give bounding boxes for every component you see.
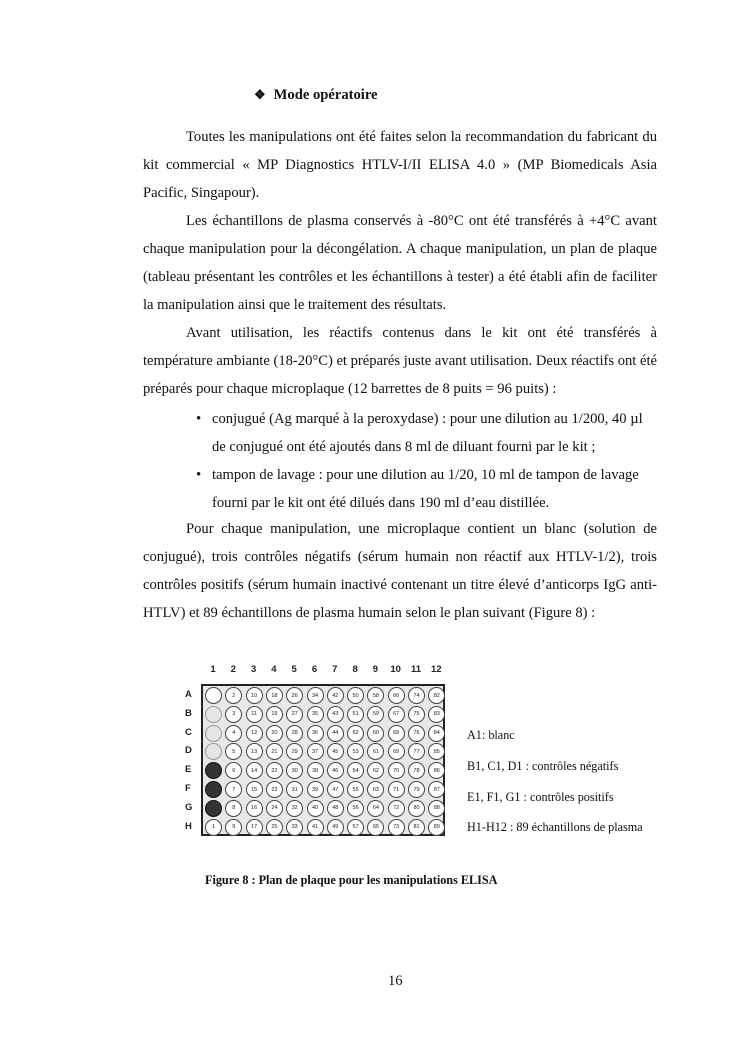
plate-well: 76	[408, 725, 425, 742]
plate-well: 46	[327, 762, 344, 779]
plate-well: 19	[266, 706, 283, 723]
plate-well: 21	[266, 743, 283, 760]
plate-well: 55	[347, 781, 364, 798]
plate-well: 57	[347, 819, 364, 836]
plate-well: 39	[307, 781, 324, 798]
plate-well	[205, 706, 222, 723]
plate-well: 61	[367, 743, 384, 760]
plate-well: 85	[428, 743, 445, 760]
plate-well: 27	[286, 706, 303, 723]
paragraph-4: Pour chaque manipulation, une microplaque contient un blanc (solution de conjugué), trois contrôles négatifs (sérum humain non réactif aux HTLV-1/2), trois contrôles positifs (sérum humain inactivé contenant un titre élevé d’anticorps IgG anti-HTLV) et 89 échantillons de plasma humain selon le plan suivant (Figure 8) :	[143, 521, 657, 621]
plate-well	[205, 781, 222, 798]
plate-well	[205, 762, 222, 779]
section-heading-text: Mode opératoire	[273, 87, 378, 103]
plate-well: 2	[225, 687, 242, 704]
plate-well: 25	[266, 819, 283, 836]
plate-row-label: E	[185, 764, 192, 776]
plate-well: 42	[327, 687, 344, 704]
plate-well: 73	[388, 819, 405, 836]
plate-row-label: F	[185, 783, 191, 794]
plate-column-label: 1	[210, 664, 216, 675]
plate-well: 14	[246, 762, 263, 779]
plate-well: 13	[246, 743, 263, 760]
plate-well: 8	[225, 800, 242, 817]
plate-well: 49	[327, 819, 344, 836]
plate-well: 48	[327, 800, 344, 817]
plate-well	[205, 687, 222, 704]
plate-well: 6	[225, 762, 242, 779]
plate-column-label: 11	[410, 664, 422, 675]
plate-well: 47	[327, 781, 344, 798]
plate-well: 11	[246, 706, 263, 723]
plate-row-label: G	[185, 801, 193, 813]
plate-well: 20	[266, 725, 283, 742]
plate-well: 83	[428, 706, 445, 723]
plate-well: 78	[408, 762, 425, 779]
plate-row-label: A	[185, 689, 192, 700]
plate-column-label: 5	[291, 664, 297, 675]
plate-well: 67	[388, 706, 405, 723]
paragraph-3: Avant utilisation, les réactifs contenus dans le kit ont été transférés à température ambiante (18-20°C) et préparés juste avant utilisation. Deux réactifs ont été préparés pour chaque microplaque (12 barrettes de 8 puits = 96 puits) :	[143, 325, 657, 397]
plate-well: 1	[205, 819, 222, 836]
plate-well: 4	[225, 725, 242, 742]
plate-well: 89	[428, 819, 445, 836]
plate-well: 53	[347, 743, 364, 760]
list-item	[186, 405, 658, 461]
plate-well: 88	[428, 800, 445, 817]
plate-well: 63	[367, 781, 384, 798]
plate-row-label: C	[185, 726, 192, 738]
plate-well: 18	[266, 687, 283, 704]
plate-diagram	[180, 662, 450, 842]
plate-well: 5	[225, 743, 242, 760]
legend-positive-controls: E1, F1, G1 : contrôles positifs	[467, 790, 614, 804]
plate-column-label: 9	[372, 664, 379, 675]
plate-well: 70	[388, 762, 405, 779]
legend-negative-controls: B1, C1, D1 : contrôles négatifs	[467, 759, 619, 773]
plate-well: 74	[408, 687, 425, 704]
plate-well: 80	[408, 800, 425, 817]
paragraph-1: Toutes les manipulations ont été faites selon la recommandation du fabricant du kit commercial « MP Diagnostics HTLV-I/II ELISA 4.0 » (MP Biomedicals Asia Pacific, Singapour).	[143, 129, 657, 201]
plate-well: 9	[225, 819, 242, 836]
plate-row-label: D	[185, 745, 192, 757]
plate-well: 64	[367, 800, 384, 817]
bullet-icon: •	[196, 411, 202, 427]
plate-well: 65	[367, 819, 384, 836]
plate-well: 41	[307, 819, 324, 836]
plate-well: 81	[408, 819, 425, 836]
list-item	[186, 461, 658, 517]
plate-well: 26	[286, 687, 303, 704]
legend-blank: A1: blanc	[467, 728, 515, 742]
plate-well: 43	[327, 706, 344, 723]
reagent-list	[186, 405, 658, 517]
plate-well: 54	[347, 762, 364, 779]
diamond-bullet-icon: ❖	[254, 87, 266, 102]
microplate-grid	[201, 684, 445, 836]
plate-well: 59	[367, 706, 384, 723]
plate-well: 30	[286, 762, 303, 779]
plate-well: 51	[347, 706, 364, 723]
plate-well	[205, 725, 222, 742]
plate-well	[205, 800, 222, 817]
plate-well: 79	[408, 781, 425, 798]
plate-well: 7	[225, 781, 242, 798]
plate-well: 10	[246, 687, 263, 704]
plate-row-label: B	[185, 707, 192, 719]
plate-well: 15	[246, 781, 263, 798]
legend-samples: H1-H12 : 89 échantillons de plasma	[467, 820, 643, 834]
plate-column-label: 8	[352, 664, 358, 675]
plate-well: 82	[428, 687, 445, 704]
plate-well: 56	[347, 800, 364, 817]
plate-well: 87	[428, 781, 445, 798]
plate-well: 3	[225, 706, 242, 723]
plate-well: 86	[428, 762, 445, 779]
plate-well: 60	[367, 725, 384, 742]
plate-well: 84	[428, 725, 445, 742]
plate-column-label: 6	[311, 664, 318, 675]
plate-well: 34	[307, 687, 324, 704]
plate-column-label: 4	[271, 664, 277, 675]
page-number: 16	[388, 973, 403, 989]
plate-column-label: 12	[431, 664, 442, 675]
plate-well: 77	[408, 743, 425, 760]
plate-well: 62	[367, 762, 384, 779]
plate-well: 24	[266, 800, 283, 817]
plate-well: 69	[388, 743, 405, 760]
plate-column-label: 2	[230, 664, 236, 675]
plate-well: 16	[246, 800, 263, 817]
plate-well: 35	[307, 706, 324, 723]
plate-well: 31	[286, 781, 303, 798]
plate-well: 36	[307, 725, 324, 742]
plate-well: 58	[367, 687, 384, 704]
plate-well: 45	[327, 743, 344, 760]
plate-well: 66	[388, 687, 405, 704]
plate-well: 29	[286, 743, 303, 760]
plate-well: 17	[246, 819, 263, 836]
plate-well: 75	[408, 706, 425, 723]
plate-well: 23	[266, 781, 283, 798]
plate-well: 50	[347, 687, 364, 704]
plate-well	[205, 743, 222, 760]
paragraph-2: Les échantillons de plasma conservés à -80°C ont été transférés à +4°C avant chaque manipulation pour la décongélation. A chaque manipulation, un plan de plaque (tableau présentant les contrôles et les échantillons à tester) a été établi afin de faciliter la manipulation ainsi que le traitement des résultats.	[143, 213, 657, 313]
bullet-icon: •	[196, 467, 202, 483]
plate-well: 68	[388, 725, 405, 742]
plate-column-label: 3	[250, 664, 257, 675]
plate-well: 37	[307, 743, 324, 760]
plate-well: 71	[388, 781, 405, 798]
plate-well: 12	[246, 725, 263, 742]
plate-column-label: 10	[390, 664, 401, 675]
plate-well: 38	[307, 762, 324, 779]
plate-row-label: H	[185, 820, 192, 832]
plate-well: 22	[266, 762, 283, 779]
plate-well: 32	[286, 800, 303, 817]
list-item-text: conjugué (Ag marqué à la peroxydase) : pour une dilution au 1/200, 40 µl de conjugué ont été ajoutés dans 8 ml de diluant fourni par le kit ;	[212, 411, 643, 455]
plate-well: 28	[286, 725, 303, 742]
plate-well: 40	[307, 800, 324, 817]
plate-column-label: 7	[332, 664, 338, 675]
section-heading	[254, 87, 378, 104]
list-item-text: tampon de lavage : pour une dilution au 1/20, 10 ml de tampon de lavage fourni par le kit ont été dilués dans 190 ml d’eau distillée.	[212, 467, 639, 511]
figure-caption: Figure 8 : Plan de plaque pour les manipulations ELISA	[205, 873, 498, 887]
plate-well: 72	[388, 800, 405, 817]
plate-well: 44	[327, 725, 344, 742]
plate-well: 52	[347, 725, 364, 742]
plate-well: 33	[286, 819, 303, 836]
